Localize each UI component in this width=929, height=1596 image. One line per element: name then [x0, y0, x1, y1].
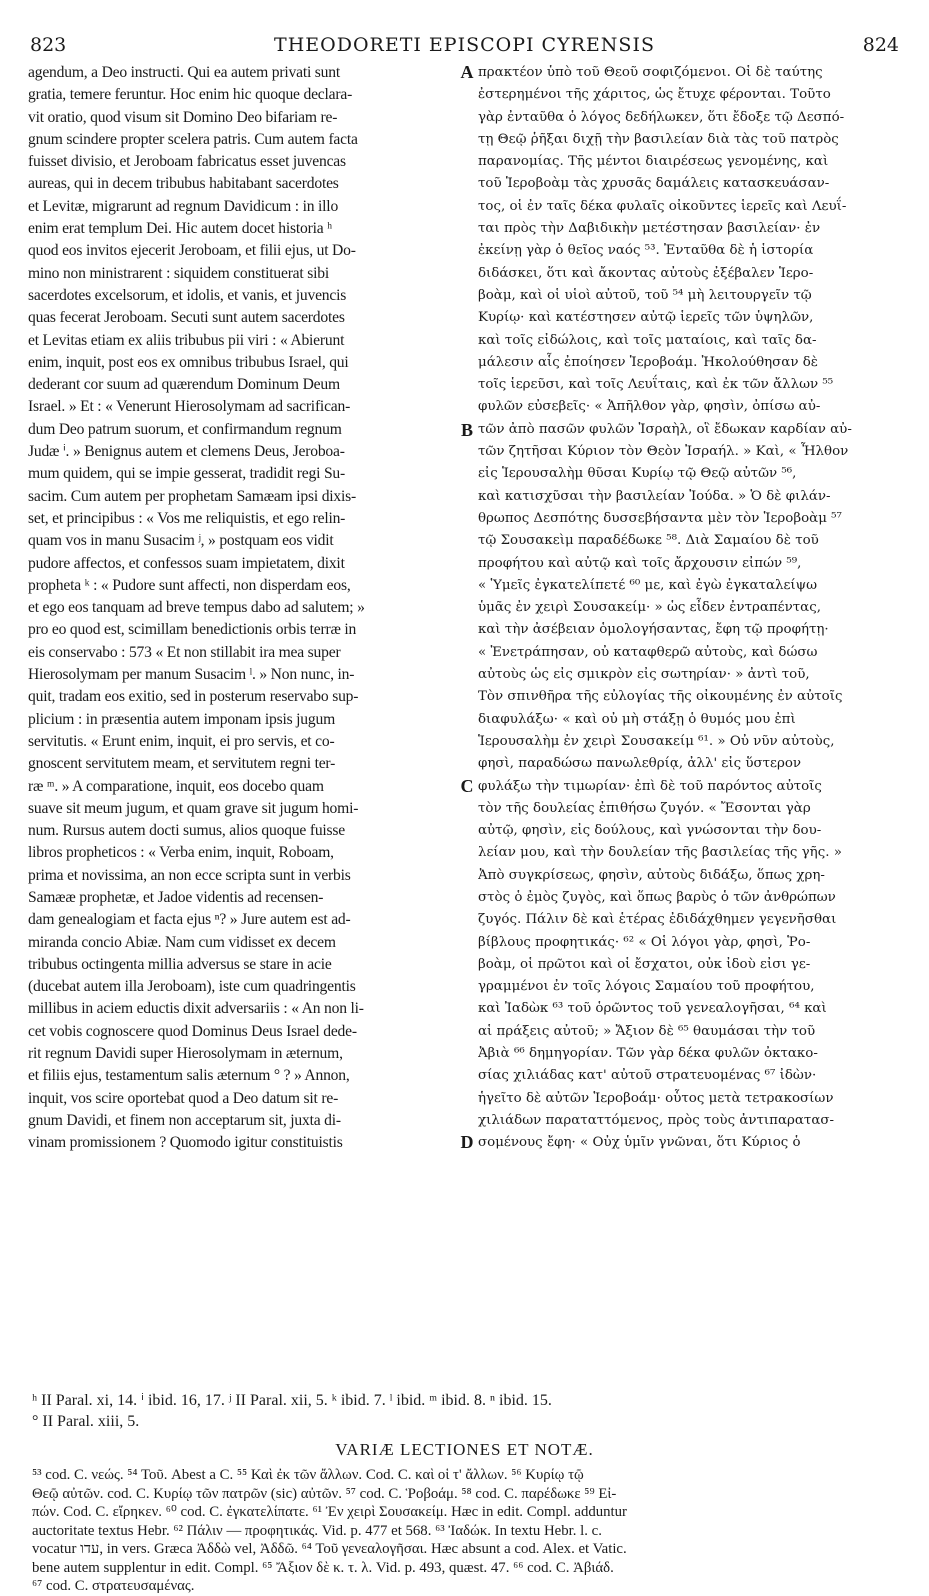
greek-text-line: ὑμᾶς ἐν χειρὶ Σουσακείμ· » ὡς εἶδεν ἐντραπέντας, [478, 600, 821, 616]
greek-text-line: τῶν ζητῆσαι Κύριον τὸν Θεὸν Ἰσραήλ. » Καὶ, « Ἦλθον [478, 444, 849, 460]
greek-text-line: τοῖς ἱερεῦσι, καὶ τοῖς Λευΐταις, καὶ ἐκ τῶν ἄλλων ⁵⁵ [478, 377, 834, 393]
greek-text-line: λείαν μου, καὶ τὴν δουλείαν τῆς βασιλείας τῆς γῆς. » [478, 845, 842, 861]
latin-text-line: dederant cor suum ad quærendum Dominum Deum [28, 376, 340, 394]
greek-text-line: Ἱερουσαλὴμ ἐν χειρὶ Σουσακείμ ⁶¹. » Οὐ νῦν αὐτοὺς, [478, 733, 835, 749]
latin-text-line: (ducebat autem illa Jeroboam), iste cum quadringentis [28, 978, 356, 996]
latin-text-line: enim erat templum Dei. Hic autem docet historia ʰ [28, 220, 332, 238]
greek-text-line: σομένους ἔφη· « Οὐχ ὑμῖν γνῶναι, ὅτι Κύριος ὁ [478, 1135, 801, 1151]
latin-text-line: inquit, vos scire oportebat quod a Deo datum sit re- [28, 1089, 339, 1107]
latin-text-line: et ego eos tanquam ad breve tempus dabo ad salutem; » [28, 599, 365, 617]
greek-text-line: Κυρίῳ· καὶ κατέστησεν αὐτῷ ἱερεῖς τῶν ὑψηλῶν, [478, 310, 814, 326]
latin-text-line: Samææ prophetæ, et Jadoe videntis ad recensen- [28, 888, 324, 906]
greek-text-line: διδάσκει, ὅτι καὶ ἄκοντας αὐτοὺς ἐξέβαλεν Ἱερο- [478, 265, 814, 281]
latin-text-line: aureas, qui in decem tribubus habitabant sacerdotes [28, 175, 339, 193]
latin-text-line: sacerdotes excelsorum, et idolis, et vanis, et juvencis [28, 286, 347, 304]
latin-text-line: eis conservabo : 573 « Et non stillabit ira mea super [28, 643, 341, 661]
greek-text-line: Ἀπὸ συγκρίσεως, φησὶν, αὐτοὺς διδάξω, ὅπως χρη- [478, 867, 825, 883]
latin-text-line: propheta ᵏ : « Pudore sunt affecti, non disperdam eos, [28, 576, 351, 594]
latin-text-line: mino non ministrarent : siquidem constituerat sibi [28, 264, 329, 282]
latin-text-line: cet vobis cognoscere quod Dominus Deus Israel dede- [28, 1022, 357, 1040]
latin-text-line: vinam promissionem ? Quomodo igitur constituistis [28, 1134, 343, 1152]
variae-lectiones-title: VARIÆ LECTIONES ET NOTÆ. [335, 1440, 594, 1459]
latin-text-line: gratia, temere feruntur. Hoc enim hic quoque declara- [28, 86, 353, 104]
greek-text-line: σίας χιλιάδας κατ' αὐτοῦ στρατευομένας ⁶⁷ ἰδὼν· [478, 1068, 817, 1084]
greek-text-line: αὐτοὺς ὡς εἰς σμικρὸν εἰς σωτηρίαν· » ἀντὶ τοῦ, [478, 667, 810, 683]
greek-text-line: τῷ Σουσακεὶμ παραδέδωκε ⁵⁸. Διὰ Σαμαίου δὲ τοῦ [478, 533, 819, 549]
greek-text-line: Ἀβιὰ ⁶⁶ δημηγορίαν. Τῶν γὰρ δέκα φυλῶν ὀκτακο- [478, 1046, 818, 1062]
latin-text-line: suave sit meum jugum, et quam grave sit jugum homi- [28, 799, 359, 817]
greek-text-line: χιλιάδων παραταττόμενος, πρὸς τοὺς ἀντιπαρατασ- [478, 1112, 835, 1128]
greek-text-line: βίβλους προφητικάς· ⁶² « Οἱ λόγοι γὰρ, φησὶ, Ῥο- [478, 934, 811, 950]
latin-text-line: gnum scindere propter scelera patris. Cum autem facta [28, 130, 358, 148]
latin-text-line: fuisset divisio, et Jeroboam fabricatus esset juvencas [28, 153, 346, 171]
greek-text-line: γὰρ ἐνταῦθα ὁ λόγος δεδήλωκεν, ὅτι ἔδοξε τῷ Δεσπό- [478, 109, 845, 125]
greek-text-line: ται πρὸς τὴν Δαβιδικὴν μετέστησαν βασιλείαν· ἐν [478, 221, 821, 237]
latin-text-line: et Levitas etiam ex aliis tribubus pii viri : « Abierunt [28, 331, 345, 349]
greek-text-line: ζυγός. Πάλιν δὲ καὶ ἑτέρας ἐδιδάχθημεν γεγενῆσθαι [478, 912, 837, 928]
latin-text-line: tribubus octingenta millia adversus se stare in acie [28, 955, 332, 973]
latin-text-line: Judæ ⁱ. » Benignus autem et clemens Deus, Jeroboa- [28, 443, 345, 461]
variant-note-line: vocatur עדו, in vers. Græca Ἀδδὼ vel, Ἀδδῶ. ⁶⁴ Τοῦ γενεαλογῆσαι. Hæc absunt a cod. Alex. et Vatic. [32, 1541, 627, 1557]
variant-note-line: πών. Cod. C. εἴρηκεν. ⁶⁰ cod. C. ἐγκατελίπατε. ⁶¹ Ἐν χειρὶ Σουσακείμ. Hæc in edit. Compl. adduntur [32, 1504, 627, 1520]
latin-text-line: num. Rursus autem docti sumus, alios quoque fuisse [28, 822, 346, 840]
latin-text-line: agendum, a Deo instructi. Qui ea autem privati sunt [28, 64, 340, 81]
latin-text-line: quas fecerat Jeroboam. Secuti sunt autem sacerdotes [28, 309, 345, 327]
variant-note-line: auctoritate textus Hebr. ⁶² Πάλιν — προφητικάς. Vid. p. 477 et 568. ⁶³ Ἰαδώκ. In textu Hebr. l. c. [32, 1522, 602, 1539]
footnotes [32, 1390, 899, 1432]
greek-text-line: γραμμένοι ἐν τοῖς λόγοις Σαμαίου τοῦ προφήτου, [478, 979, 815, 995]
latin-text-line: Hierosolymam per manum Susacim ˡ. » Non nunc, in- [28, 666, 355, 684]
greek-text-line: βοὰμ, καὶ οἱ υἱοὶ αὐτοῦ, τοῦ ⁵⁴ μὴ λειτουργεῖν τῷ [478, 287, 812, 303]
greek-text-line: καὶ τὴν ἀσέβειαν ὁμολογήσαντας, ἔφη τῷ προφήτῃ· [478, 622, 829, 638]
greek-text-line: Τὸν σπινθῆρα τῆς εὐλογίας τῆς οἰκουμένης ἐν αὐτοῖς [478, 689, 843, 705]
greek-text-line: θρωπος Δεσπότης δυσσεβήσαντα μὲν τὸν Ἱεροβοὰμ ⁵⁷ [478, 510, 842, 526]
latin-text-line: ræ ᵐ. » A comparatione, inquit, eos docebo quam [28, 777, 324, 795]
greek-text-line: τὸν τῆς δουλείας ἐπιθήσω ζυγόν. « Ἔσονται γὰρ [478, 800, 811, 816]
greek-text-line: φυλῶν εὐσεβεῖς· « Ἀπῆλθον γὰρ, φησὶν, ὀπίσω αὐ- [478, 399, 821, 415]
latin-text-line: dum Deo patrum suorum, et confirmandum regnum [28, 420, 342, 438]
greek-text-line: στὸς ὁ ἐμὸς ζυγὸς, καὶ ὅπως βαρὺς ὁ τῶν ἀνθρώπων [478, 889, 836, 905]
latin-text-line: rit regnum Davidi super Hierosolymam in æternum, [28, 1045, 343, 1063]
variant-note-line: Θεῷ αὐτῶν. cod. C. Κυρίῳ τῶν πατρῶν (sic) αὐτῶν. ⁵⁷ cod. C. Ῥοβοάμ. ⁵⁸ cod. C. παρέδωκε ⁵⁹ Εἰ- [32, 1485, 617, 1502]
section-marker-d: D [460, 1132, 474, 1152]
latin-text-line: dam genealogiam et facta ejus ⁿ? » Jure autem est ad- [28, 911, 351, 929]
latin-text-line: sacim. Cum autem per prophetam Samæam ipsi dixis- [28, 487, 357, 505]
footnote-line: ʰ II Paral. xi, 14. ⁱ ibid. 16, 17. ʲ II Paral. xii, 5. ᵏ ibid. 7. ˡ ibid. ᵐ ibid. 8. ⁿ ibid. 15. [32, 1392, 552, 1409]
greek-text-line: καὶ κατισχῦσαι τὴν βασιλείαν Ἰούδα. » Ὁ δὲ φιλάν- [478, 488, 831, 504]
variant-note-line: bene autem supplentur in edit. Compl. ⁶⁵ Ἄξιον δὲ κ. τ. λ. Vid. p. 493, quæst. 47. ⁶⁶ cod. C. Ἀβιάδ. [32, 1559, 614, 1576]
greek-text-line: αὐτῷ, φησὶν, εἰς δούλους, καὶ γνώσονται τὴν δου- [478, 823, 822, 839]
latin-text-line: pro eo quod est, scimillam benedictionis orbis terræ in [28, 621, 357, 639]
latin-text-line: quod eos invitos ejecerit Jeroboam, et filii ejus, ut Do- [28, 242, 356, 260]
latin-text-line: prima et novissima, an non ecce scripta sunt in verbis [28, 866, 351, 884]
latin-text-line: millibus in aciem eductis dixit adversariis : « An non li- [28, 1000, 364, 1018]
variae-lectiones [32, 1466, 899, 1596]
greek-text-line: πρακτέον ὑπὸ τοῦ Θεοῦ σοφιζόμενοι. Οἱ δὲ ταύτης [478, 65, 823, 80]
latin-text-line: mum quidem, qui se impie gesserat, tradidit regi Su- [28, 465, 346, 483]
page-header [30, 34, 899, 60]
greek-text-line: καὶ τοῖς εἰδώλοις, καὶ τοῖς ματαίοις, καὶ ταῖς δα- [478, 332, 817, 348]
greek-text-line: ἐκείνῃ γὰρ ὁ θεῖος ναός ⁵³. Ἐνταῦθα δὲ ἡ ἱστορία [478, 243, 814, 259]
section-marker-a: A [460, 62, 474, 82]
latin-text-line: vit oratio, quod visum sit Domino Deo bifariam re- [28, 108, 338, 126]
latin-text-line: gnum Davidi, et finem non acceptarum sit, juxta di- [28, 1111, 341, 1129]
greek-text-line: φησὶ, παραδώσω πανωλεθρίᾳ, ἀλλ' εἰς ὕστερον [478, 756, 802, 772]
section-marker-c: C [460, 776, 474, 796]
greek-text-line: ἐστερημένοι τῆς χάριτος, ὡς ἔτυχε φέρονται. Τοῦτο [478, 87, 831, 103]
greek-text-line: αἱ πράξεις αὐτοῦ; » Ἄξιον δὲ ⁶⁵ θαυμάσαι τὴν τοῦ [478, 1023, 816, 1039]
greek-text-line: εἰς Ἱερουσαλὴμ θῦσαι Κυρίῳ τῷ Θεῷ αὐτῶν ⁵⁶, [478, 466, 797, 482]
greek-text-line: τος, οἱ ἐν ταῖς δέκα φυλαῖς οἰκοῦντες ἱερεῖς καὶ Λευΐ- [478, 198, 847, 214]
greek-text-line: « Ὑμεῖς ἐγκατελίπετέ ⁶⁰ με, καὶ ἐγὼ ἐγκαταλείψω [478, 577, 818, 593]
section-marker-b: B [460, 420, 473, 440]
latin-text-line: gnoscent servitutem meam, et servitutem regni ter- [28, 755, 336, 773]
running-title: THEODORETI EPISCOPI CYRENSIS [274, 34, 655, 56]
latin-text-line: quam vos in manu Susacim ʲ, » postquam eos vidit [28, 532, 334, 550]
latin-text-line: quit, tradam eos exitio, sed in posterum reservabo sup- [28, 688, 359, 706]
greek-text-line: φυλάξω τὴν τιμωρίαν· ἐπὶ δὲ τοῦ παρόντος αὐτοῖς [478, 778, 822, 794]
variant-note-line: ⁶⁷ cod. C. στρατευσαμένας. [32, 1578, 195, 1594]
greek-text-line: βοὰμ, οἱ πρῶτοι καὶ οἱ ἔσχατοι, οὐκ ἰδοὺ εἰσι γε- [478, 956, 811, 972]
latin-text-line: set, et principibus : « Vos me reliquistis, et ego relin- [28, 509, 346, 527]
latin-text-line: et Levitæ, migrarunt ad regnum Davidicum : in illo [28, 197, 339, 215]
latin-text-line: pudore affectos, et confessos suam impietatem, dixit [28, 554, 345, 572]
greek-text-line: « Ἐνετράπησαν, οὐ καταφθερῶ αὐτοὺς, καὶ δώσω [478, 644, 818, 660]
latin-text-line: enim, inquit, post eos ex omnibus tribubus Israel, qui [28, 353, 349, 371]
footnote-line: ° II Paral. xiii, 5. [32, 1413, 140, 1430]
greek-text-line: τοῦ Ἱεροβοὰμ τὰς χρυσᾶς δαμάλεις κατασκευάσαν- [478, 176, 830, 192]
latin-text-line: plicium : in præsentia autem imponam ipsis jugum [28, 710, 336, 728]
greek-text-line: τῶν ἀπὸ πασῶν φυλῶν Ἰσραὴλ, οἳ ἔδωκαν καρδίαν αὐ- [478, 421, 852, 437]
greek-text-line: διαφυλάξω· « καὶ οὐ μὴ στάξῃ ὁ θυμός μου ἐπὶ [478, 711, 796, 727]
latin-text-line: libros propheticos : « Verba enim, inquit, Roboam, [28, 844, 334, 862]
latin-column [28, 62, 458, 1155]
latin-text-line: servitutis. « Erunt enim, inquit, ei pro servis, et co- [28, 732, 335, 750]
greek-text-line: προφήτου καὶ αὐτῷ καὶ τοῖς ἄρχουσιν εἰπών ⁵⁹, [478, 555, 802, 571]
greek-text-line: μάλεσιν αἷς ἐποίησεν Ἱεροβοάμ. Ἠκολούθησαν δὲ [478, 354, 818, 370]
latin-text-line: et filiis ejus, testamentum salis æternum ° ? » Annon, [28, 1067, 350, 1085]
latin-text-line: Israel. » Et : « Venerunt Hierosolymam ad sacrifican- [28, 398, 351, 416]
page-number-left: 823 [30, 34, 67, 56]
latin-text-line: miranda concio Abiæ. Nam cum vidisset ex decem [28, 933, 336, 951]
greek-column [478, 62, 898, 1155]
page-number-right: 824 [862, 34, 899, 56]
greek-text-line: ἡγεῖτο δὲ αὐτῶν Ἱεροβοάμ· οὗτος μετὰ τετρακοσίων [478, 1090, 834, 1106]
variant-note-line: ⁵³ cod. C. νεώς. ⁵⁴ Τοῦ. Abest a C. ⁵⁵ Καὶ ἐκ τῶν ἄλλων. Cod. C. καὶ οἱ τ' ἄλλων. ⁵⁶ Κυρίῳ τῷ [32, 1467, 584, 1483]
greek-text-line: καὶ Ἰαδὼκ ⁶³ τοῦ ὁρῶντος τοῦ γενεαλογῆσαι, ⁶⁴ καὶ [478, 1001, 827, 1017]
greek-text-line: παρανομίας. Τῆς μέντοι διαιρέσεως γενομένης, καὶ [478, 154, 829, 170]
greek-text-line: τῃ Θεῷ ῥῆξαι διχῇ τὴν βασιλείαν διὰ τὰς τοῦ πατρὸς [478, 131, 839, 147]
